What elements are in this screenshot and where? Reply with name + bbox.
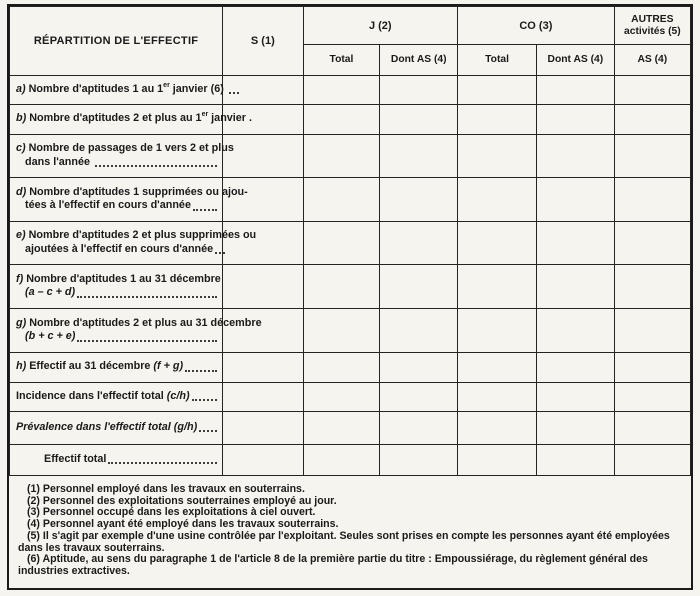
- row-label: c) Nombre de passages de 1 vers 2 et plus dans l'année: [10, 135, 223, 178]
- data-cell: [458, 76, 537, 105]
- data-cell: [458, 353, 537, 383]
- table-row: [10, 265, 691, 309]
- header-s: S (1): [223, 7, 303, 76]
- data-cell: [223, 76, 303, 105]
- data-cell: [380, 135, 458, 178]
- data-cell: [614, 265, 690, 309]
- data-cell: [223, 222, 303, 265]
- data-cell: [303, 178, 380, 222]
- subheader-autres-as: AS (4): [614, 45, 690, 76]
- data-cell: [458, 309, 537, 353]
- header-j: J (2): [303, 7, 458, 45]
- dotted-leader: [199, 430, 217, 432]
- data-cell: [303, 383, 380, 412]
- subheader-co-total: Total: [458, 45, 537, 76]
- footnotes-block: [9, 476, 691, 578]
- data-cell: [458, 265, 537, 309]
- header-row-groups: [10, 7, 691, 45]
- data-cell: [223, 178, 303, 222]
- header-autres-line2: activités (5): [624, 25, 681, 37]
- data-cell: [537, 412, 615, 445]
- data-cell: [303, 353, 380, 383]
- dotted-leader: [77, 296, 217, 298]
- data-cell: [537, 105, 615, 135]
- data-cell: [614, 383, 690, 412]
- dotted-leader: [193, 209, 217, 211]
- data-cell: [537, 445, 615, 476]
- table-row: [10, 76, 691, 105]
- data-cell: [614, 445, 690, 476]
- data-cell: [537, 76, 615, 105]
- data-cell: [458, 445, 537, 476]
- data-cell: [380, 383, 458, 412]
- data-cell: [537, 383, 615, 412]
- data-cell: [458, 178, 537, 222]
- table-row: [10, 353, 691, 383]
- table-row: [10, 309, 691, 353]
- data-cell: [380, 76, 458, 105]
- data-cell: [303, 412, 380, 445]
- data-cell: [458, 412, 537, 445]
- footnote-1: (1) Personnel employé dans les travaux en souterrains.: [27, 483, 305, 495]
- dotted-leader: [95, 165, 217, 167]
- data-cell: [303, 445, 380, 476]
- data-cell: [537, 222, 615, 265]
- data-cell: [458, 222, 537, 265]
- data-cell: [380, 309, 458, 353]
- data-cell: [223, 265, 303, 309]
- row-label: b) Nombre d'aptitudes 2 et plus au 1 er janvier .: [10, 105, 223, 135]
- data-cell: [614, 76, 690, 105]
- data-cell: [614, 135, 690, 178]
- footnote-5: (5) Il s'agit par exemple d'une usine contrôlée par l'exploitant. Seules sont prises en compte les personnes ayant été employées dans les travaux souterrains.: [18, 529, 670, 554]
- data-cell: [537, 309, 615, 353]
- data-cell: [458, 135, 537, 178]
- data-cell: [380, 445, 458, 476]
- data-cell: [614, 353, 690, 383]
- footnote-4: (4) Personnel ayant été employé dans les travaux souterrains.: [27, 518, 339, 531]
- data-cell: [614, 412, 690, 445]
- data-cell: [303, 265, 380, 309]
- dotted-leader: [77, 340, 217, 342]
- table-row: [10, 105, 691, 135]
- data-cell: [537, 265, 615, 309]
- table-body: [10, 76, 691, 476]
- footnote-2: (2) Personnel des exploitations souterraines employé au jour.: [27, 494, 337, 507]
- row-label: d) Nombre d'aptitudes 1 supprimées ou ajou- tées à l'effectif en cours d'année: [10, 178, 223, 222]
- header-autres: [614, 7, 690, 45]
- row-label: h) Effectif au 31 décembre (f + g): [10, 353, 223, 383]
- row-label: f) Nombre d'aptitudes 1 au 31 décembre (a – c + d): [10, 265, 223, 309]
- data-cell: [303, 105, 380, 135]
- dotted-leader: [215, 252, 225, 254]
- header-autres-line1: AUTRES: [631, 13, 674, 25]
- data-cell: [303, 222, 380, 265]
- header-repartition: RÉPARTITION DE L'EFFECTIF: [10, 7, 223, 76]
- data-cell: [380, 265, 458, 309]
- table-header: [10, 7, 691, 76]
- header-co: CO (3): [458, 7, 615, 45]
- table-row: [10, 178, 691, 222]
- data-cell: [380, 353, 458, 383]
- data-cell: [380, 105, 458, 135]
- dotted-leader: [192, 399, 218, 401]
- table-row: [10, 412, 691, 445]
- data-cell: [537, 353, 615, 383]
- subheader-j-dont-as: Dont AS (4): [380, 45, 458, 76]
- data-cell: [537, 135, 615, 178]
- row-label: g) Nombre d'aptitudes 2 et plus au 31 décembre (b + c + e): [10, 309, 223, 353]
- row-label: Incidence dans l'effectif total (c/h): [10, 383, 223, 412]
- data-cell: [380, 412, 458, 445]
- dotted-leader: [229, 92, 239, 94]
- data-cell: [223, 309, 303, 353]
- subheader-j-total: Total: [303, 45, 380, 76]
- dotted-leader: [108, 462, 217, 464]
- footnote-3: (3) Personnel occupé dans les exploitations à ciel ouvert.: [27, 506, 316, 519]
- table-row: [10, 135, 691, 178]
- row-label: Effectif total: [10, 445, 223, 476]
- effectif-table: [9, 6, 691, 476]
- table-row: [10, 445, 691, 476]
- row-label: e) Nombre d'aptitudes 2 et plus supprimées ou ajoutées à l'effectif en cours d'année: [10, 222, 223, 265]
- data-cell: [614, 178, 690, 222]
- data-cell: [223, 353, 303, 383]
- data-cell: [223, 135, 303, 178]
- data-cell: [303, 135, 380, 178]
- data-cell: [380, 178, 458, 222]
- footnote-6: (6) Aptitude, au sens du paragraphe 1 de l'article 8 de la première partie du titre : Empoussiérage, du règlement général des industries extractives.: [18, 553, 648, 577]
- data-cell: [380, 222, 458, 265]
- data-cell: [223, 412, 303, 445]
- data-cell: [303, 76, 380, 105]
- data-cell: [614, 105, 690, 135]
- data-cell: [303, 309, 380, 353]
- data-cell: [537, 178, 615, 222]
- data-cell: [614, 309, 690, 353]
- data-cell: [223, 445, 303, 476]
- data-cell: [223, 383, 303, 412]
- form-frame: [7, 4, 693, 590]
- row-label: a) Nombre d'aptitudes 1 au 1 er janvier (6): [10, 76, 223, 105]
- data-cell: [458, 105, 537, 135]
- table-row: [10, 222, 691, 265]
- table-row: [10, 383, 691, 412]
- data-cell: [614, 222, 690, 265]
- dotted-leader: [185, 370, 217, 372]
- subheader-co-dont-as: Dont AS (4): [537, 45, 615, 76]
- row-label: Prévalence dans l'effectif total (g/h): [10, 412, 223, 445]
- data-cell: [458, 383, 537, 412]
